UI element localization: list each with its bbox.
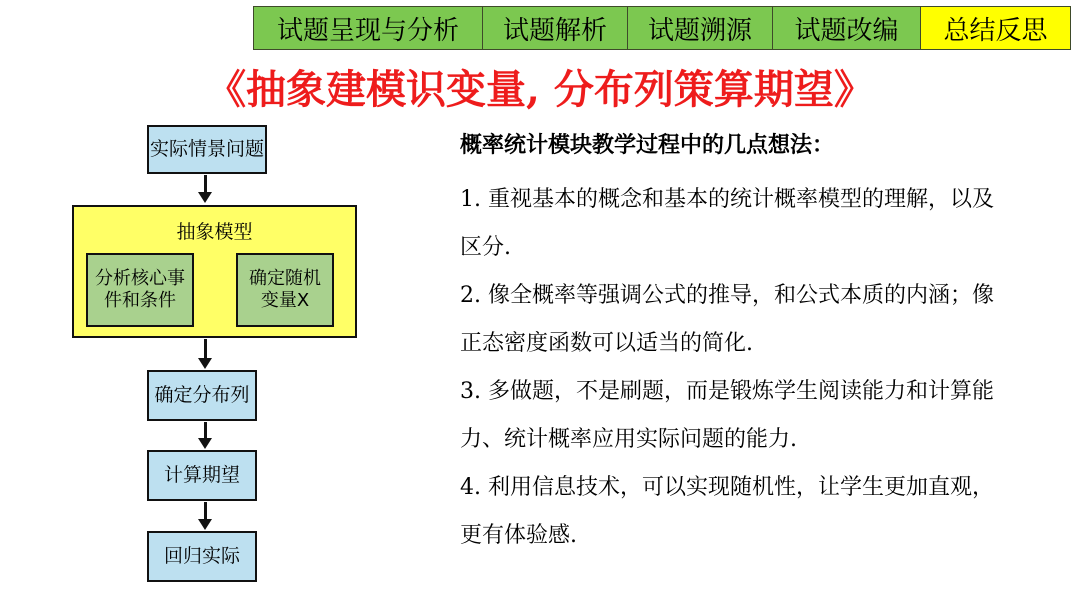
flow-step-expectation: 计算期望: [147, 450, 257, 501]
flow-step-return-reality: 回归实际: [147, 531, 257, 582]
model-title: 抽象模型: [176, 221, 253, 243]
arrow-down-icon: [204, 422, 207, 439]
notes-heading: 概率统计模块教学过程中的几点想法：: [460, 132, 835, 158]
arrow-down-icon: [204, 339, 207, 359]
tab-adaptation[interactable]: 试题改编: [773, 7, 921, 49]
arrow-down-icon: [204, 175, 207, 193]
tab-presentation-analysis[interactable]: 试题呈现与分析: [254, 7, 483, 49]
arrow-down-icon: [204, 502, 207, 520]
note-item: 2. 像全概率等强调公式的推导，和公式本质的内涵；像正态密度函数可以适当的简化.: [460, 283, 994, 356]
tab-source[interactable]: 试题溯源: [628, 7, 773, 49]
note-item: 3. 多做题，不是刷题，而是锻炼学生阅读能力和计算能力、统计概率应用实际问题的能力.: [460, 379, 994, 452]
note-item: 4. 利用信息技术，可以实现随机性，让学生更加直观，更有体验感.: [460, 475, 994, 548]
tab-summary[interactable]: 总结反思: [921, 7, 1070, 49]
flow-abstract-model: [72, 205, 357, 338]
flow-random-variable: 确定随机变量X: [236, 253, 334, 327]
teaching-notes: [460, 130, 1020, 560]
flow-analyze-events: 分析核心事件和条件: [86, 253, 194, 327]
note-item: 1. 重视基本的概念和基本的统计概率模型的理解，以及区分.: [460, 187, 994, 260]
section-tabs: [253, 6, 1071, 50]
flow-step-real-problem: 实际情景问题: [147, 125, 267, 174]
slide-title: 《抽象建模识变量, 分布列策算期望》: [206, 66, 874, 113]
tab-solution[interactable]: 试题解析: [483, 7, 628, 49]
flow-step-distribution: 确定分布列: [147, 370, 257, 421]
